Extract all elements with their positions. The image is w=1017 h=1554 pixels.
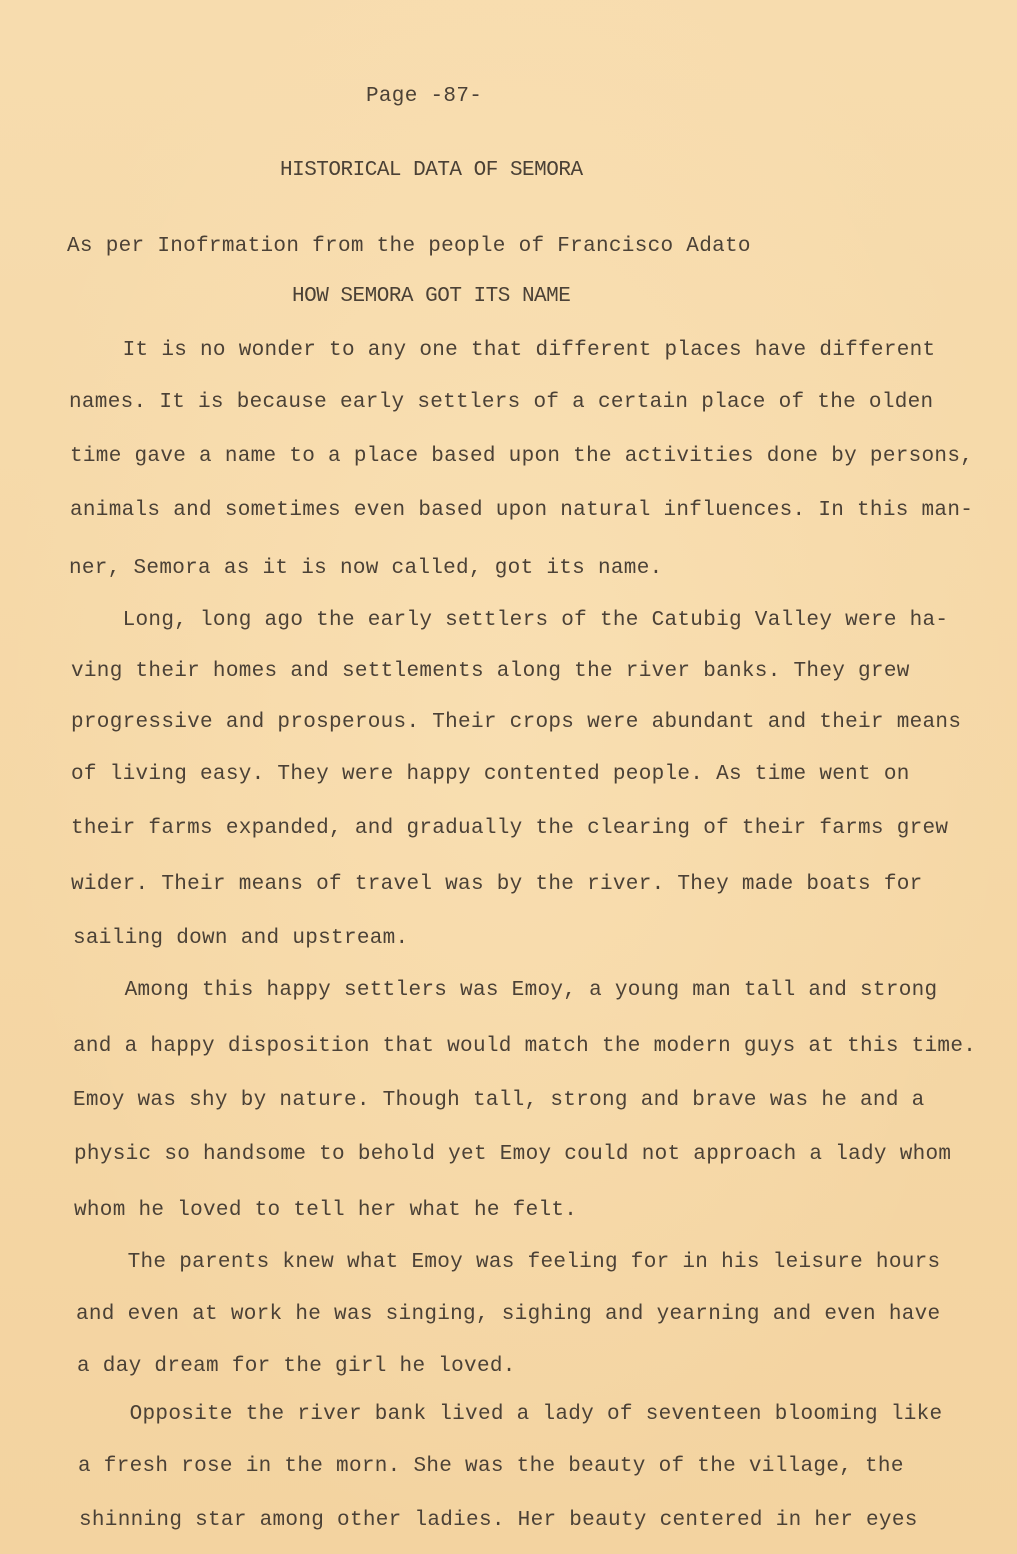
- body-line: physic so handsome to behold yet Emoy could not approach a lady whom: [74, 1143, 952, 1166]
- body-line: progressive and prosperous. Their crops were abundant and their means: [71, 711, 962, 734]
- body-line: ner, Semora as it is now called, got its name.: [69, 557, 663, 580]
- page-number: Page -87-: [366, 85, 483, 108]
- body-line: It is no wonder to any one that different places have different: [71, 339, 936, 362]
- body-line: a day dream for the girl he loved.: [77, 1355, 516, 1378]
- body-line: Long, long ago the early settlers of the Catubig Valley were ha-: [71, 609, 949, 632]
- body-line: of living easy. They were happy contented people. As time went on: [71, 763, 910, 786]
- body-line: time gave a name to a place based upon the activities done by persons,: [70, 445, 974, 468]
- body-line: wider. Their means of travel was by the river. They made boats for: [71, 873, 923, 896]
- page-title: HISTORICAL DATA OF SEMORA: [280, 159, 583, 182]
- body-line: Among this happy settlers was Emoy, a young man tall and strong: [73, 979, 938, 1002]
- body-line: whom he loved to tell her what he felt.: [74, 1199, 578, 1222]
- body-line: sailing down and upstream.: [73, 927, 409, 950]
- body-line: animals and sometimes even based upon natural influences. In this man-: [70, 499, 974, 522]
- body-line: and a happy disposition that would match the modern guys at this time.: [73, 1035, 977, 1058]
- body-line: ving their homes and settlements along the river banks. They grew: [71, 660, 910, 683]
- body-line: a fresh rose in the morn. She was the beauty of the village, the: [78, 1455, 904, 1478]
- body-line: and even at work he was singing, sighing and yearning and even have: [76, 1303, 941, 1326]
- body-line: names. It is because early settlers of a certain place of the olden: [69, 391, 934, 414]
- source-note: As per Inofrmation from the people of Francisco Adato: [67, 235, 751, 258]
- body-line: The parents knew what Emoy was feeling for in his leisure hours: [76, 1251, 941, 1274]
- body-line: Emoy was shy by nature. Though tall, strong and brave was he and a: [73, 1089, 925, 1112]
- section-subtitle: HOW SEMORA GOT ITS NAME: [292, 285, 571, 308]
- body-line: shinning star among other ladies. Her beauty centered in her eyes: [79, 1509, 918, 1532]
- body-line: their farms expanded, and gradually the clearing of their farms grew: [71, 817, 949, 840]
- body-line: Opposite the river bank lived a lady of seventeen blooming like: [78, 1403, 943, 1426]
